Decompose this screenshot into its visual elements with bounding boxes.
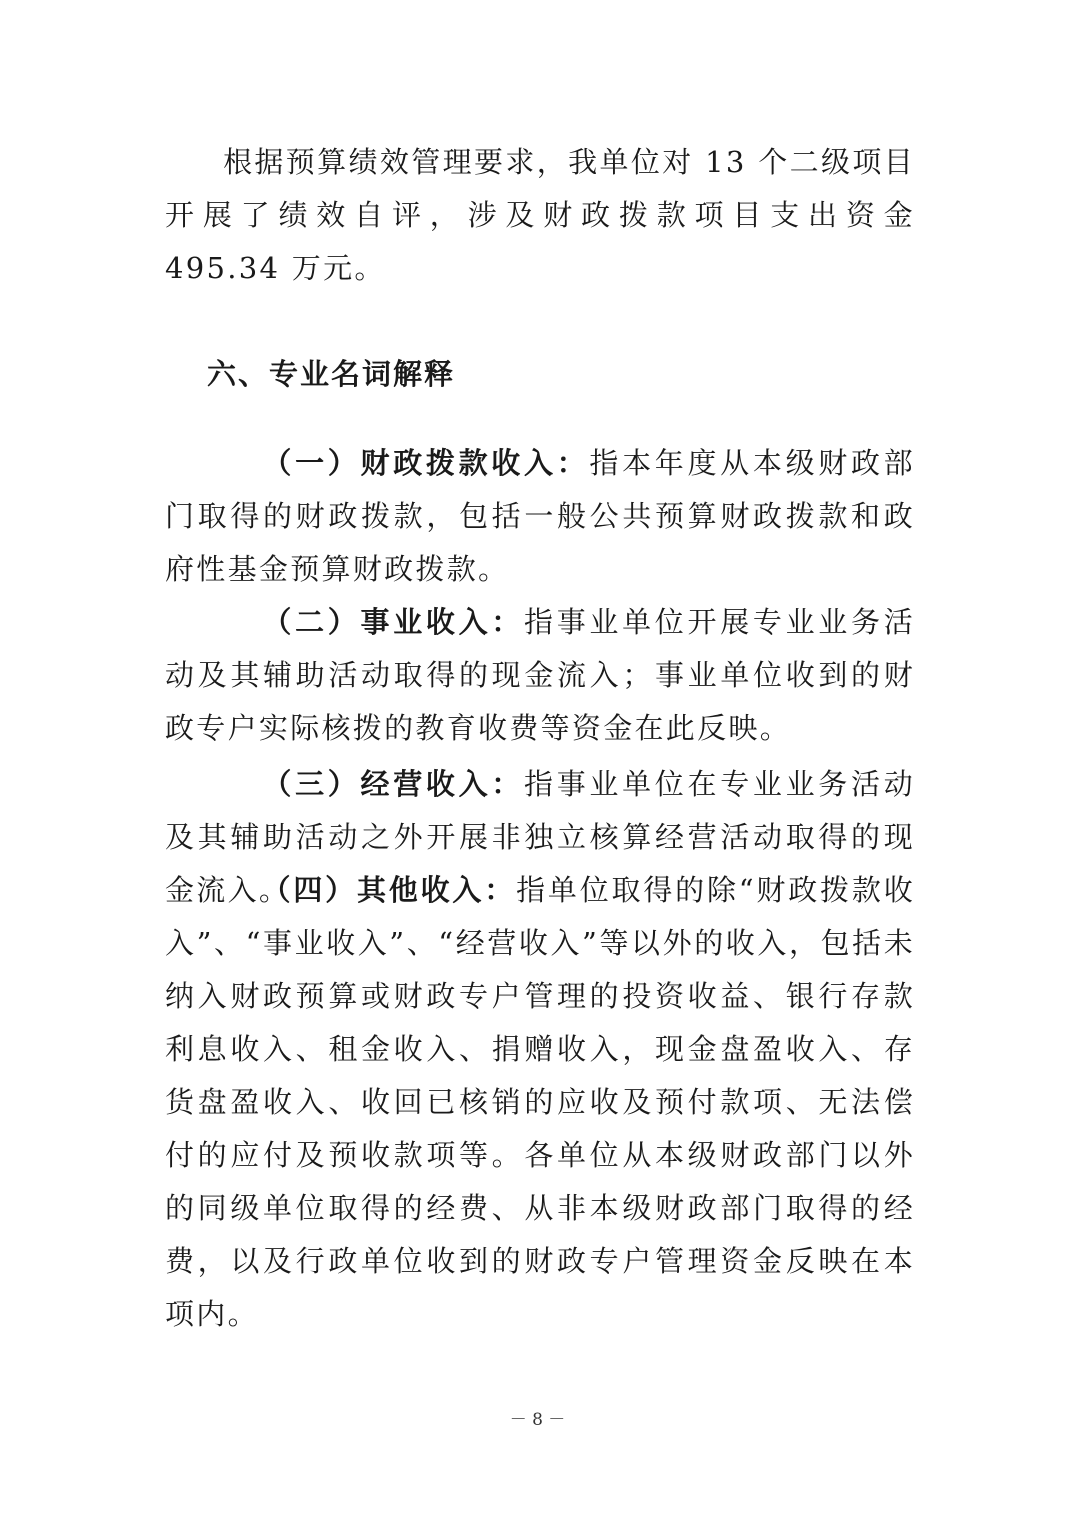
definition-term-4: （四）其他收入： <box>261 873 517 907</box>
definition-term-2: （二）事业收入： <box>261 605 524 639</box>
intro-paragraph <box>165 136 915 295</box>
definition-paragraph-1 <box>165 437 915 596</box>
section-heading: 六、专业名词解释 <box>207 357 456 391</box>
definition-paragraph-2 <box>165 596 915 755</box>
definition-term-1: （一）财政拨款收入： <box>261 446 590 480</box>
page-number: － 8 － <box>509 1410 566 1430</box>
definition-text-1: 指本年度从本级财政部门取得的财政拨款，包括一般公共预算财政拨款和政府性基金预算财政拨款。 <box>165 446 915 586</box>
definition-term-3: （三）经营收入： <box>261 767 524 801</box>
definition-text-4: 指单位取得的除“财政拨款收入”、“事业收入”、“经营收入”等以外的收入，包括未纳入财政预算或财政专户管理的投资收益、银行存款利息收入、租金收入、捐赠收入，现金盘盈收入、存货盘盈收入、收回已核销的应收及预付款项、无法偿付的应付及预收款项等。各单位从本级财政部门以外的同级单位取得的经费、从非本级财政部门取得的经费，以及行政单位收到的财政专户管理资金反映在本项内。 <box>165 873 915 1331</box>
definition-paragraph-4 <box>165 864 915 1341</box>
definition-text-3: 指事业单位在专业业务活动及其辅助活动之外开展非独立核算经营活动取得的现金流入。 <box>165 767 915 907</box>
intro-text: 根据预算绩效管理要求，我单位对 13 个二级项目开展了绩效自评，涉及财政拨款项目支出资金 495.34 万元。 <box>165 145 915 285</box>
definition-text-2: 指事业单位开展专业业务活动及其辅助活动取得的现金流入；事业单位收到的财政专户实际核拨的教育收费等资金在此反映。 <box>165 605 915 745</box>
